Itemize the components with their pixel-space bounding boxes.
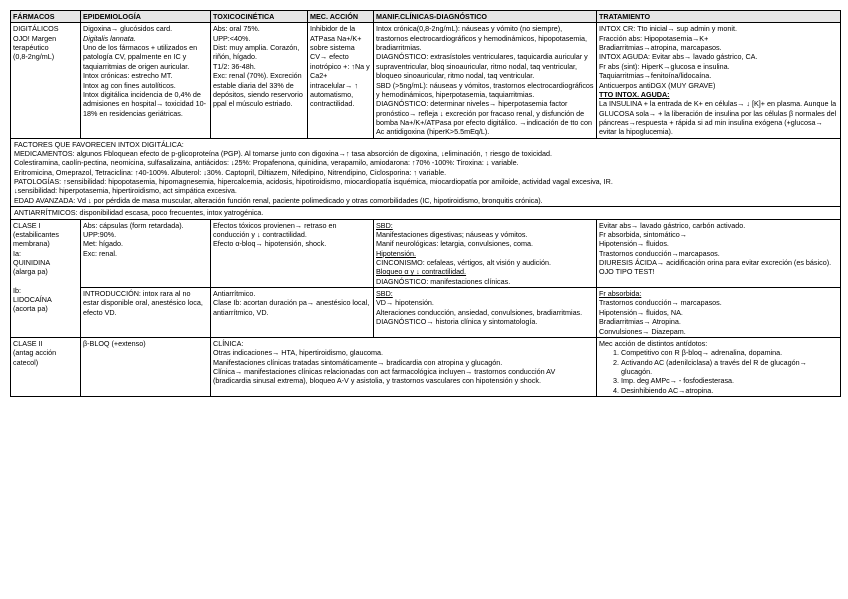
- factores-title: FACTORES QUE FAVORECEN INTOX DIGITÁLICA:: [14, 139, 184, 149]
- manif-line: SBD (>5ng/mL): náuseas y vómitos, trastornos electrocardiográficos y hemodinámicos, hiperpotasemia, taquiarritmias.: [376, 80, 594, 99]
- clase1-farmaco: [11, 219, 81, 337]
- epid-line: INTRODUCCIÓN: intox rara al no estar disponible oral, anestésico loca, efecto VD.: [83, 289, 203, 317]
- tox-line: Dist: muy amplia. Corazón, riñón, hígado.: [213, 43, 300, 62]
- factores-line: PATOLOGÍAS: ↑sensibilidad: hipopotasemia, hipomagnesemia, hipercalcemia, acidosis, hipotiroidismo, miocardiopatía isquémica, miocardiopatía por amiloide, actividad vagal excesiva, IR.: [14, 177, 613, 187]
- trat-line: Fracción abs: Hipopotasemia→K+: [599, 33, 709, 43]
- trat-line: Fr abs (sint): HiperK→glucosa e insulina.: [599, 61, 730, 71]
- epid-line: Abs: cápsulas (form retardada). UPP:90%.: [83, 220, 184, 239]
- clase2-epid: β-BLOQ (+extenso): [81, 337, 211, 396]
- manif-line: SBD:: [376, 289, 393, 299]
- quinidina-trat: [597, 219, 841, 288]
- epid-line: Intox crónicas: estrecho MT.: [83, 71, 173, 81]
- trat-line: Taquiarritmias→fenitoína/lidocaína.: [599, 71, 712, 81]
- manif-line: CINCONISMO: cefaleas, vértigos, alt visión y audición.: [376, 257, 551, 267]
- trat-line: INTOX CR: Tto inicial→ sup admin y monit.: [599, 24, 737, 34]
- toxicology-table: [10, 10, 841, 397]
- trat-line: Bradiarritmias→atropina, marcapasos.: [599, 43, 722, 53]
- row-clase1-quinidina: [11, 219, 841, 288]
- list-item: 3. Imp. deg AMPc→ - fosfodiesterasa.: [621, 376, 838, 385]
- clinica-line: Manifestaciones clínicas tratadas sintomáticamente→ bradicardia con atropina y glucagón.: [213, 357, 503, 367]
- trat-line: TTO INTOX. AGUDA:: [599, 89, 670, 99]
- trat-line: Hipotensión→ fluidos.: [599, 239, 669, 249]
- header-tratamiento: TRATAMIENTO: [597, 11, 841, 23]
- lidocaina-trat: [597, 288, 841, 338]
- header-epidemiologia: EPIDEMIOLOGÍA: [81, 11, 211, 23]
- drug-line: (acorta pa): [13, 304, 48, 314]
- header-manif-clinicas: MANIF.CLÍNICAS-DIAGNÓSTICO: [374, 11, 597, 23]
- toxicology-summary-sheet: [10, 10, 840, 397]
- header-farmacos: FÁRMACOS: [11, 11, 81, 23]
- row-antiarritmicos: [11, 207, 841, 219]
- manif-line: DIAGNÓSTICO: extrasístoles ventriculares, taquicardia auricular y supraventricular, bloq sinoauricular, ritmo nodal, taq ventricular, bloqueo sinoauricular, ritmo nodal, taq ventricular.: [376, 52, 588, 81]
- drug-line: CLASE I: [13, 220, 41, 230]
- digitalicos-manif: [374, 23, 597, 138]
- quinidina-tox-mec: [211, 219, 374, 288]
- lidocaina-manif: [374, 288, 597, 338]
- quinidina-manif: [374, 219, 597, 288]
- drug-line: (alarga pa): [13, 267, 48, 277]
- antiarritmicos-cell: ANTIARRÍTMICOS: disponibilidad escasa, poco frecuentes, intox yatrogénica.: [11, 207, 841, 219]
- tox-line: UPP:<40%.: [213, 33, 251, 43]
- row-clase1-lidocaina: [11, 288, 841, 338]
- epid-line: Digitalis lannata.: [83, 33, 136, 43]
- digitalicos-farmaco: [11, 23, 81, 138]
- clase2-clinica: [211, 337, 597, 396]
- digitalicos-tratamiento: [597, 23, 841, 138]
- manif-line: Manif neurológicas: letargia, convulsiones, coma.: [376, 239, 534, 249]
- trat-line: Evitar abs→ lavado gástrico, carbón activado.: [599, 220, 746, 230]
- drug-line: LIDOCAÍNA: [13, 295, 52, 305]
- trat-line: Convulsiones→ Diazepam.: [599, 326, 686, 336]
- tox-line: Clase Ib: acortan duración pa→ anestésico local, antiarrítmico, VD.: [213, 298, 370, 317]
- tox-line: Efectos tóxicos provienen→ retraso en conducción y ↓ contractilidad.: [213, 220, 337, 239]
- factores-line: EDAD AVANZADA: Vd ↓ por pérdida de masa muscular, alteración función renal, paciente polimedicado y otras comorbilidades (IC, hipotiroidismo, bronquitis crónica).: [14, 195, 543, 205]
- manif-line: Hipotensión.: [376, 248, 416, 258]
- drug-line: Ia:: [13, 248, 21, 258]
- epid-line: Met: hígado.: [83, 239, 123, 249]
- row-clase2: [11, 337, 841, 396]
- trat-line: Fr absorbida:: [599, 289, 642, 299]
- factores-line: Colestiramina, caolín-pectina, neomicina, sulfasalizaina, antiácidos: ↓25%: Propafenona, quinidina, verapamilo, amiodarona: ↑70% -100%: Tiroxina: ↓ variable.: [14, 158, 519, 168]
- trat-line: Bradiarritmias→ Atropina.: [599, 317, 681, 327]
- list-item: 2. Activando AC (adenilciclasa) a través del R de glucagón→ glucagón.: [621, 358, 838, 377]
- manif-line: DIAGNÓSTICO→ historia clínica y sintomatología.: [376, 317, 538, 327]
- antidote-list: [599, 348, 838, 395]
- quinidina-epid: [81, 219, 211, 288]
- drug-line: (estabilicantes membrana): [13, 229, 59, 249]
- drug-line: Ib:: [13, 285, 21, 295]
- clase2-trat: [597, 337, 841, 396]
- manif-line: DIAGNÓSTICO: determinar niveles→ hiperpotasemia factor pronóstico→ refleja ↓ excreción por fracaso renal, y disfunción de bomba Na+/K+/ATPasa por efecto digitálico. →indicación de tto con Ac antidigoxina (hiperK>5.5mEq/L).: [376, 99, 593, 137]
- drug-warning: OJO! Margen terapéutico: [13, 33, 57, 53]
- digitalicos-toxicocinetica: [211, 23, 308, 138]
- drug-line: CLASE II: [13, 338, 43, 348]
- mec-line: Inhibidor de la ATPasa Na+/K+ sobre sistema CV→ efecto inotrópico +: ↑Na y Ca2+ intracelular→ ↑ automatismo, contractilidad.: [310, 24, 370, 109]
- tox-line: T1/2: 36-48h.: [213, 61, 256, 71]
- drug-line: QUINIDINA: [13, 257, 51, 267]
- lidocaina-tox-mec: [211, 288, 374, 338]
- trat-line: La INSULINA + la entrada de K+ en células→ ↓ [K]+ en plasma. Aunque la GLUCOSA sola→ + la liberación de insulina por las células β normales del páncreas→respuesta + rápida si ad min insulina exógena (+glucosa→ evitar la hipoglucemia).: [599, 99, 837, 137]
- epid-line: Exc: renal.: [83, 248, 117, 258]
- clinica-line: Clínica→ manifestaciones clínicas relacionadas con act farmacológica incluyen→ trastornos conducción AV (bradicardia sinusal extrema), bloqueo A-V y asistolia, y trastornos vasculares con hipotensión y shock.: [213, 366, 556, 386]
- clinica-line: Otras indicaciones→ HTA, hipertiroidismo, glaucoma.: [213, 348, 384, 358]
- tox-line: Efecto α-bloq→ hipotensión, shock.: [213, 239, 327, 249]
- manif-line: DIAGNÓSTICO: manifestaciones clínicas.: [376, 276, 511, 286]
- factores-line: ↓sensibilidad: hiperpotasemia, hipertiroidismo, act simpática excesiva.: [14, 186, 237, 196]
- factores-line: MEDICAMENTOS: algunos Fbloquean efecto de p-glicoproteína (PGP). Al tomarse junto con digoxina→↑ tasa absorción de digoxina, ↓eliminación, ↑ riesgo de toxicidad.: [14, 149, 553, 159]
- trat-line: Anticuerpos antiDGX (MUY GRAVE): [599, 80, 716, 90]
- trat-intro: Mec acción de distintos antídotos:: [599, 338, 708, 348]
- drug-line: (antag acción catecol): [13, 348, 57, 367]
- factores-line: Eritromicina, Omeprazol, Tetraciclina: ↑40-100%. Albuterol: ↓30%. Captopril, Diltiazem, Nifedipino, Nitrendipino, Ciclosporina: ↑ variable.: [14, 167, 447, 177]
- trat-line: Trastornos conducción→ marcapasos.: [599, 298, 722, 308]
- drug-name: DIGITÁLICOS: [13, 24, 59, 34]
- tox-line: Antiarrítmico.: [213, 289, 256, 299]
- trat-line: Trastornos conducción→marcapasos.: [599, 248, 720, 258]
- tox-line: Exc: renal (70%). Excreción estable diaria del 33% de depósitos, siendo reservorio ppal el músculo estriado.: [213, 71, 303, 109]
- epid-line: Intox ag con fines autolíticos.: [83, 80, 176, 90]
- header-toxicocinetica: TOXICOCINÉTICA: [211, 11, 308, 23]
- manif-line: Alteraciones conducción, ansiedad, convulsiones, bradiarritmias.: [376, 307, 583, 317]
- row-factores: [11, 138, 841, 207]
- list-item: 1. Competitivo con R β-bloq→ adrenalina, dopamina.: [621, 348, 838, 357]
- manif-line: Manifestaciones digestivas; náuseas y vómitos.: [376, 229, 528, 239]
- drug-range: (0,8-2ng/mL): [13, 52, 55, 62]
- clinica-line: CLÍNICA:: [213, 338, 244, 348]
- trat-line: Hipotensión→ fluidos, NA.: [599, 307, 683, 317]
- manif-line: SBD:: [376, 220, 393, 230]
- digitalicos-epidemiologia: [81, 23, 211, 138]
- digitalicos-mec-accion: [308, 23, 374, 138]
- epid-line: Digoxina→ glucósidos card.: [83, 24, 173, 34]
- row-digitalicos: [11, 23, 841, 138]
- tox-line: Abs: oral 75%.: [213, 24, 260, 34]
- manif-line: Intox crónica(0,8-2ng/mL): náuseas y vómito (no siempre), trastornos electrocardiográficos y hemodinámicos, hipopotasemia, bradiarritmias.: [376, 24, 587, 53]
- manif-line: Bloqueo α y ↓ contractilidad.: [376, 267, 467, 277]
- epid-line: Intox digitálica incidencia de 0,4% de admisiones en hospital→ toxicidad 10-18% en residencias geriátricas.: [83, 89, 207, 118]
- spacer: [13, 277, 78, 286]
- trat-line: INTOX AGUDA: Evitar abs→ lavado gástrico, CA.: [599, 52, 758, 62]
- list-item: 4. Desinhibiendo AC→atropina.: [621, 386, 838, 395]
- header-mec-accion: MEC. ACCIÓN: [308, 11, 374, 23]
- lidocaina-epid: [81, 288, 211, 338]
- clase2-farmaco: [11, 337, 81, 396]
- trat-line: Fr absorbida, sintomático→: [599, 229, 687, 239]
- header-row: [11, 11, 841, 23]
- manif-line: VD→ hipotensión.: [376, 298, 434, 308]
- epid-line: Uno de los fármacos + utilizados en patología CV, ppalmente en IC y taquiarritmias de origen auricular.: [83, 43, 198, 71]
- factores-cell: [11, 138, 841, 207]
- trat-line: DIURESIS ÁCIDA→ acidificación orina para evitar excreción (es básico). OJO TIPO TEST!: [599, 257, 832, 277]
